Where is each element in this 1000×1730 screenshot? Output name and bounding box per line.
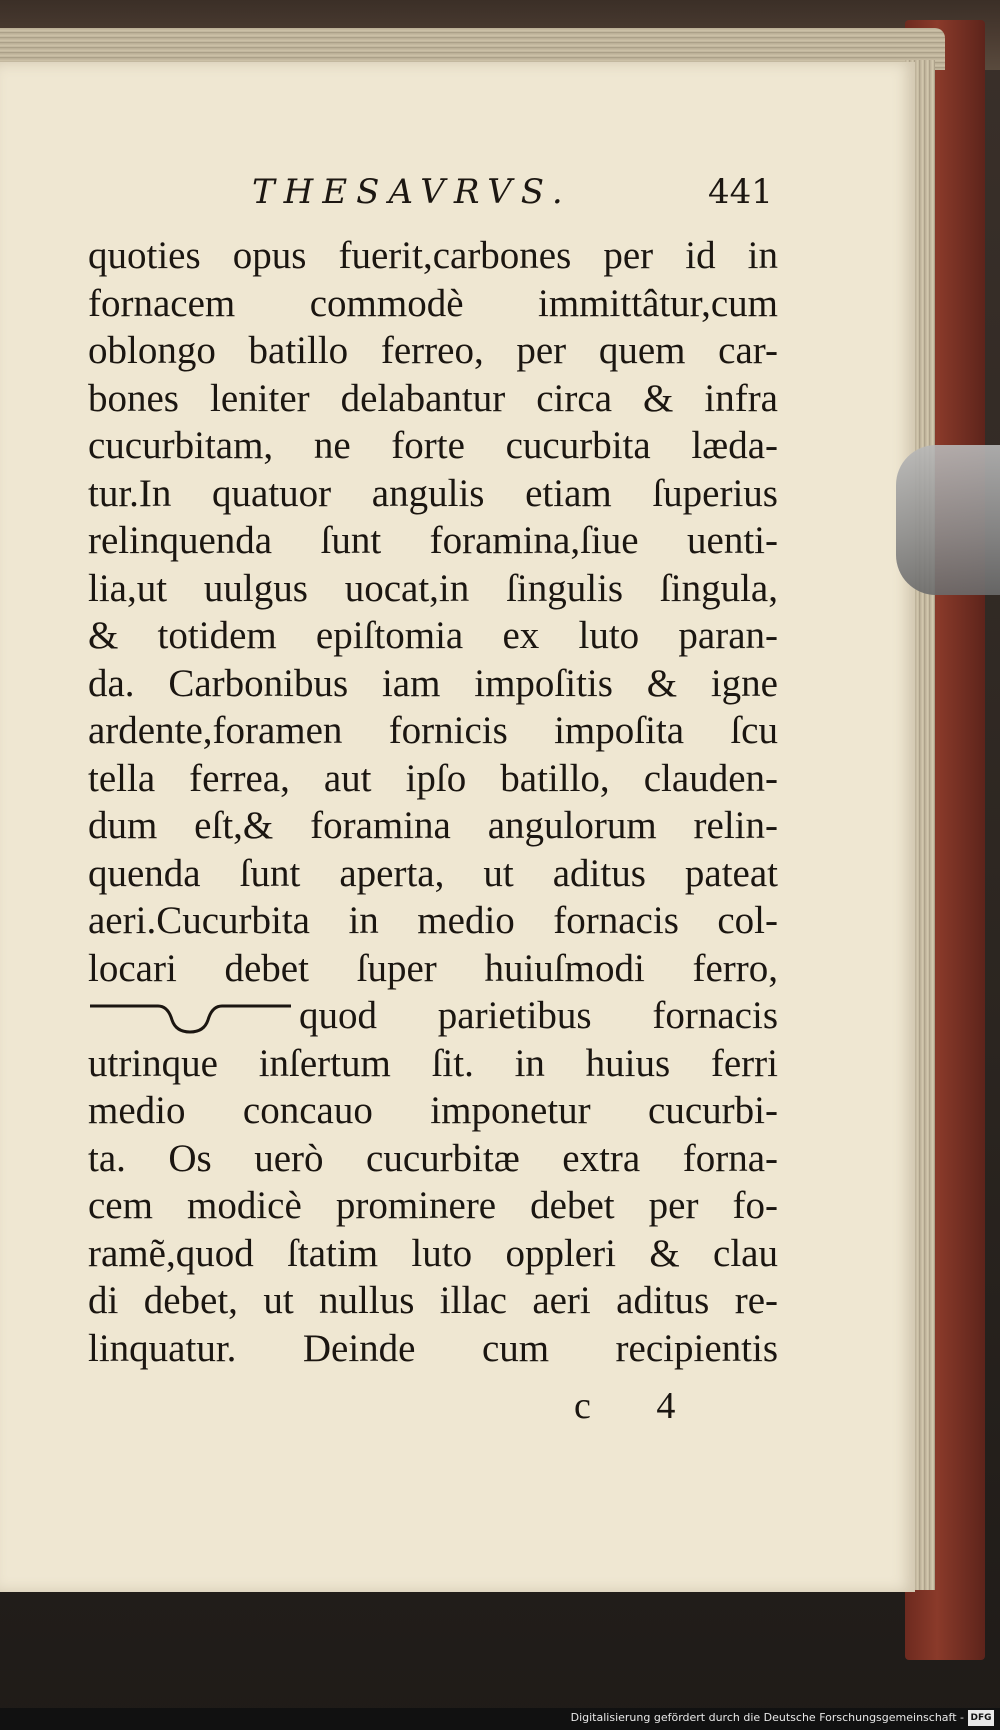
text-line: di debet, ut nullus illac aeri aditus re- <box>88 1279 778 1322</box>
running-title: THESAVRVS. <box>252 172 572 212</box>
text-line: bones leniter delabantur circa & infra <box>88 376 778 420</box>
text-line: lia,ut uulgus uocat,in ſingulis ſingula, <box>88 566 778 610</box>
text-line: ta. Os uerò cucurbitæ extra forna- <box>88 1136 778 1180</box>
text-line: locari debet ſuper huiuſmodi ferro, <box>88 946 778 990</box>
text-line: cem modicè prominere debet per fo- <box>88 1184 778 1227</box>
text-line: & totidem epiſtomia ex luto paran- <box>88 614 778 657</box>
text-line: da. Carbonibus iam impoſitis & igne <box>88 661 778 705</box>
text-line: medio concauo imponetur cucurbi- <box>88 1089 778 1132</box>
footer-credit: Digitalisierung gefördert durch die Deutsche Forschungsgemeinschaft - <box>570 1711 964 1724</box>
text-line: quenda ſunt aperta, ut aditus pateat <box>88 851 778 895</box>
text-line: dum eſt,& foramina angulorum relin- <box>88 804 778 847</box>
text-line: ardente,foramen fornicis impoſita ſcu <box>88 709 778 752</box>
body-text <box>88 232 778 1372</box>
page-number: 441 <box>708 172 773 212</box>
text-line: oblongo batillo ferreo, per quem car- <box>88 329 778 372</box>
text-line: tur.In quatuor angulis etiam ſuperius <box>88 471 778 515</box>
running-head <box>0 172 915 222</box>
dfg-logo: DFG <box>968 1710 994 1726</box>
text-line: fornacem commodè immittâtur,cum <box>88 281 778 325</box>
text-line-with-figure <box>88 992 778 1040</box>
text-line: relinquenda ſunt foramina,ſiue uenti- <box>88 519 778 562</box>
text-line: quod parietibus fornacis <box>299 994 778 1037</box>
text-line: ramẽ,quod ſtatim luto oppleri & clau <box>88 1231 778 1275</box>
page-clip <box>896 445 1000 595</box>
text-line: aeri.Cucurbita in medio fornacis col- <box>88 899 778 942</box>
text-line: tella ferrea, aut ipſo batillo, clauden- <box>88 756 778 800</box>
iron-bar-figure <box>88 996 293 1036</box>
text-line: cucurbitam, ne forte cucurbita lædа- <box>88 424 778 467</box>
signature-mark: c 4 <box>574 1385 704 1427</box>
text-line: linquatur. Deinde cum recipientis <box>88 1326 778 1370</box>
text-line: quoties opus fuerit,carbones per id in <box>88 234 778 277</box>
text-line: utrinque inſertum ſit. in huius ferri <box>88 1041 778 1085</box>
